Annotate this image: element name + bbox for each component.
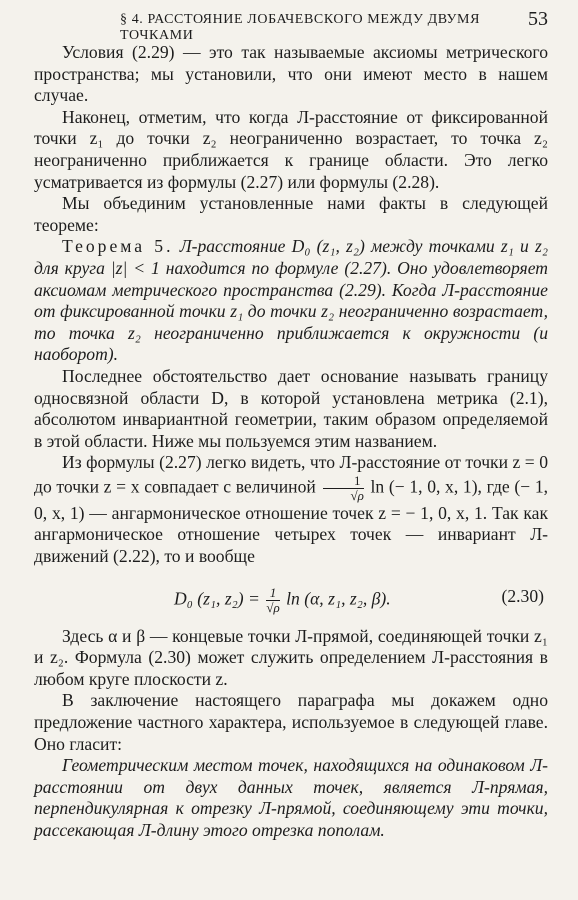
paragraph-endpoints: Здесь α и β — концевые точки Л-прямой, соединяющей точки z₁ и z₂. Формула (2.30) может служить определением Л-расстояния в любом круге плоскости z. <box>34 625 548 689</box>
paragraph-proposition: Геометрическим местом точек, находящихся на одинаковом Л-расстоянии от двух данных точек, является Л-прямая, перпендикулярная к отрезку Л-прямой, соединяющему эти точки, рассекающая Л-длину этого отрезка пополам. <box>34 755 548 840</box>
equation-fraction-numerator: 1 <box>266 586 279 601</box>
paragraph-cross-ratio <box>34 452 548 567</box>
fraction-denominator: √ρ <box>350 487 364 503</box>
paragraph-boundary-approach: Наконец, отметим, что когда Л-расстояние от фиксированной точки z₁ до точки z₂ неограниченно возрастает, то точка z₂ неограниченно приближается к границе области. Это легко усматривается из формулы (2.27) или формулы (2.28). <box>34 106 548 192</box>
theorem-5 <box>34 236 548 366</box>
equation-fraction <box>266 586 279 615</box>
paragraph-theorem-intro: Мы объединим установленные нами факты в следующей теореме: <box>34 193 548 235</box>
equation-number: (2.30) <box>501 585 544 606</box>
paragraph-metric-axioms: Условия (2.29) — это так называемые аксиомы метрического пространства; мы установили, что они имеют место в нашем случае. <box>34 42 548 106</box>
paragraph-conclusion-intro: В заключение настоящего параграфа мы докажем одно предложение частного характера, используемое в следующей главе. Оно гласит: <box>34 690 548 754</box>
equation-formula <box>174 586 391 615</box>
cross-ratio-text-end: ln (− 1, 0, x, 1), где (− 1, 0, x, 1) — ангармоническое отношение точек z = − 1, 0, x, 1. Так как ангармоническое отношение четырех точек — инвариант Л-движений (2.22), то и вообще <box>34 476 549 567</box>
equation-fraction-denominator: √ρ <box>266 599 280 615</box>
page-header <box>34 8 548 42</box>
page-number: 53 <box>528 8 548 30</box>
equation-rhs: ln (α, z₁, z₂, β). <box>286 588 391 609</box>
equation-lhs: D₀ (z₁, z₂) = <box>174 588 260 609</box>
fraction-numerator: 1 <box>323 474 364 489</box>
theorem-label: Теорема 5. <box>62 236 174 257</box>
paragraph-absolute: Последнее обстоятельство дает основание называть границу односвязной области D, в которой установлена метрика (2.1), абсолютом инвариантной геометрии, таким образом определяемой в этой области. Ниже мы пользуемся этим названием. <box>34 365 548 451</box>
inline-fraction <box>323 474 364 503</box>
equation-2-30 <box>34 572 548 622</box>
theorem-statement: Л-расстояние D₀ (z₁, z₂) между точками z₁ и z₂ для круга |z| < 1 находится по формуле (2.27). Оно удовлетворяет аксиомам метрического пространства (2.29). Когда Л-расстояние от фиксированной точки z₁ до точки z₂ неограниченно возрастает, то точка z₂ неограниченно приближается к окружности (и наоборот). <box>34 236 548 365</box>
running-title: § 4. РАССТОЯНИЕ ЛОБАЧЕВСКОГО МЕЖДУ ДВУМЯ ТОЧКАМИ <box>120 12 481 43</box>
cross-ratio-text-start: Из формулы (2.27) легко видеть, что Л-расстояние от точки z = 0 до точки z = x совпадает с величиной <box>34 452 548 497</box>
